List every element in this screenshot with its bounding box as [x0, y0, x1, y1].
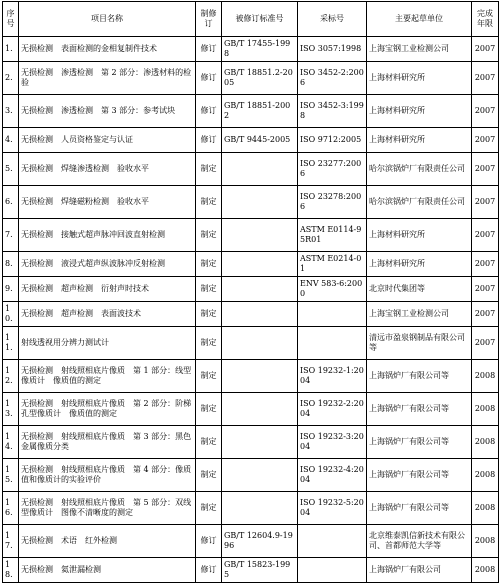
cell-name: 无损检测 超声检测 表面波技术	[19, 302, 196, 327]
cell-name: 无损检测 氦泄漏检测	[19, 558, 196, 583]
cell-no: 15.	[3, 459, 19, 492]
cell-replaced	[222, 327, 298, 360]
cell-adopted	[298, 525, 367, 558]
cell-replaced	[222, 492, 298, 525]
cell-unit: 北京维泰凯信新技术有限公司、首都师范大学等	[367, 525, 472, 558]
cell-no: 11.	[3, 327, 19, 360]
cell-type: 制定	[196, 393, 222, 426]
cell-type: 制定	[196, 426, 222, 459]
header-adopted: 采标号	[298, 2, 367, 37]
cell-year: 2007	[472, 95, 499, 128]
cell-year: 2007	[472, 302, 499, 327]
cell-type: 制定	[196, 302, 222, 327]
cell-replaced: GB/T 18851-2002	[222, 95, 298, 128]
table-row	[3, 186, 499, 219]
cell-type: 制定	[196, 492, 222, 525]
table-row	[3, 558, 499, 583]
cell-type: 修订	[196, 37, 222, 62]
cell-type: 制定	[196, 277, 222, 302]
cell-year: 2007	[472, 252, 499, 277]
header-type: 制修订	[196, 2, 222, 37]
table-row	[3, 95, 499, 128]
cell-no: 4.	[3, 128, 19, 153]
table-row	[3, 327, 499, 360]
cell-adopted: ISO 23278:2006	[298, 186, 367, 219]
table-row	[3, 302, 499, 327]
cell-type: 制定	[196, 327, 222, 360]
cell-unit: 清远市盈泉钢制品有限公司等	[367, 327, 472, 360]
cell-type: 制定	[196, 219, 222, 252]
cell-name: 无损检测 超声检测 衍射声时技术	[19, 277, 196, 302]
table-row	[3, 252, 499, 277]
table-row	[3, 426, 499, 459]
cell-name: 无损检测 焊缝渗透检测 验收水平	[19, 153, 196, 186]
cell-adopted: ISO 19232-3:2004	[298, 426, 367, 459]
cell-year: 2008	[472, 459, 499, 492]
cell-type: 制定	[196, 252, 222, 277]
cell-year: 2007	[472, 37, 499, 62]
cell-unit: 北京时代集团等	[367, 277, 472, 302]
cell-no: 3.	[3, 95, 19, 128]
cell-type: 制定	[196, 186, 222, 219]
cell-name: 无损检测 渗透检测 第 3 部分：参考试块	[19, 95, 196, 128]
cell-replaced	[222, 426, 298, 459]
table-row	[3, 219, 499, 252]
table-row	[3, 277, 499, 302]
cell-no: 16.	[3, 492, 19, 525]
cell-name: 无损检测 射线照相底片像质 第 5 部分：双线型像质计 图像不清晰度的测定	[19, 492, 196, 525]
cell-unit: 上海锅炉厂有限公司等	[367, 393, 472, 426]
cell-type: 制定	[196, 360, 222, 393]
cell-adopted	[298, 558, 367, 583]
cell-adopted	[298, 302, 367, 327]
header-unit: 主要起草单位	[367, 2, 472, 37]
cell-adopted: ISO 19232-2:2004	[298, 393, 367, 426]
cell-no: 5.	[3, 153, 19, 186]
header-replaced: 被修订标准号	[222, 2, 298, 37]
table-row	[3, 62, 499, 95]
cell-year: 2008	[472, 393, 499, 426]
header-year: 完成年限	[472, 2, 499, 37]
cell-replaced	[222, 252, 298, 277]
table-row	[3, 492, 499, 525]
cell-name: 无损检测 表面检测的金相复制件技术	[19, 37, 196, 62]
cell-year: 2007	[472, 219, 499, 252]
cell-year: 2008	[472, 525, 499, 558]
cell-replaced	[222, 459, 298, 492]
cell-unit: 哈尔滨锅炉厂有限责任公司	[367, 153, 472, 186]
cell-no: 17.	[3, 525, 19, 558]
cell-adopted: ASTM E0214-01	[298, 252, 367, 277]
header-no: 序号	[3, 2, 19, 37]
cell-adopted: ENV 583-6:2000	[298, 277, 367, 302]
header-name: 项目名称	[19, 2, 196, 37]
cell-unit: 上海材料研究所	[367, 95, 472, 128]
cell-replaced	[222, 153, 298, 186]
cell-adopted: ISO 3057:1998	[298, 37, 367, 62]
cell-name: 无损检测 液浸式超声纵波脉冲反射检测	[19, 252, 196, 277]
cell-name: 无损检测 射线照相底片像质 第 3 部分：黑色金属像质分类	[19, 426, 196, 459]
cell-year: 2007	[472, 277, 499, 302]
cell-type: 修订	[196, 558, 222, 583]
cell-year: 2008	[472, 426, 499, 459]
cell-replaced	[222, 277, 298, 302]
cell-type: 修订	[196, 128, 222, 153]
cell-name: 无损检测 术语 红外检测	[19, 525, 196, 558]
cell-type: 制定	[196, 153, 222, 186]
cell-adopted: ASTM E0114-95R01	[298, 219, 367, 252]
cell-name: 无损检测 人员资格鉴定与认证	[19, 128, 196, 153]
table-header-row	[3, 2, 499, 37]
cell-no: 8.	[3, 252, 19, 277]
cell-unit: 上海锅炉厂有限公司等	[367, 360, 472, 393]
cell-replaced	[222, 302, 298, 327]
cell-name: 无损检测 射线照相底片像质 第 1 部分：线型像质计 像质值的测定	[19, 360, 196, 393]
cell-no: 14.	[3, 426, 19, 459]
cell-replaced	[222, 186, 298, 219]
cell-type: 修订	[196, 62, 222, 95]
cell-unit: 上海锅炉厂有限公司等	[367, 426, 472, 459]
cell-adopted: ISO 19232-5:2004	[298, 492, 367, 525]
cell-replaced	[222, 219, 298, 252]
cell-replaced: GB/T 17455-1998	[222, 37, 298, 62]
cell-adopted: ISO 3452-2:2006	[298, 62, 367, 95]
cell-unit: 哈尔滨锅炉厂有限责任公司	[367, 186, 472, 219]
cell-adopted	[298, 327, 367, 360]
cell-no: 10.	[3, 302, 19, 327]
cell-adopted: ISO 19232-1:2004	[298, 360, 367, 393]
cell-no: 1.	[3, 37, 19, 62]
cell-no: 9.	[3, 277, 19, 302]
cell-type: 修订	[196, 525, 222, 558]
cell-year: 2007	[472, 62, 499, 95]
table-row	[3, 37, 499, 62]
table-row	[3, 525, 499, 558]
table-row	[3, 459, 499, 492]
cell-name: 无损检测 射线照相底片像质 第 4 部分：像质值和像质计的实验评价	[19, 459, 196, 492]
cell-replaced	[222, 360, 298, 393]
cell-year: 2008	[472, 492, 499, 525]
cell-unit: 上海材料研究所	[367, 252, 472, 277]
cell-year: 2007	[472, 186, 499, 219]
cell-unit: 上海材料研究所	[367, 128, 472, 153]
cell-no: 18.	[3, 558, 19, 583]
cell-type: 修订	[196, 95, 222, 128]
cell-replaced: GB/T 12604.9-1996	[222, 525, 298, 558]
cell-no: 7.	[3, 219, 19, 252]
cell-replaced: GB/T 15823-1995	[222, 558, 298, 583]
cell-replaced: GB/T 9445-2005	[222, 128, 298, 153]
cell-name: 无损检测 射线照相底片像质 第 2 部分：阶梯孔型像质计 像质值的测定	[19, 393, 196, 426]
cell-adopted: ISO 19232-4:2004	[298, 459, 367, 492]
cell-no: 6.	[3, 186, 19, 219]
cell-unit: 上海材料研究所	[367, 62, 472, 95]
cell-type: 制定	[196, 459, 222, 492]
cell-year: 2007	[472, 128, 499, 153]
cell-name: 无损检测 焊缝磁粉检测 验收水平	[19, 186, 196, 219]
cell-unit: 上海锅炉厂有限公司等	[367, 459, 472, 492]
cell-replaced	[222, 393, 298, 426]
cell-name: 射线透视用分辨力测试计	[19, 327, 196, 360]
cell-unit: 上海锅炉厂有限公司	[367, 558, 472, 583]
cell-adopted: ISO 9712:2005	[298, 128, 367, 153]
table-row	[3, 393, 499, 426]
cell-no: 2.	[3, 62, 19, 95]
table-row	[3, 128, 499, 153]
cell-adopted: ISO 23277:2006	[298, 153, 367, 186]
cell-year: 2007	[472, 327, 499, 360]
cell-no: 13.	[3, 393, 19, 426]
cell-year: 2008	[472, 558, 499, 583]
cell-name: 无损检测 接触式超声脉冲回波直射检测	[19, 219, 196, 252]
cell-unit: 上海锅炉厂有限公司等	[367, 492, 472, 525]
cell-year: 2008	[472, 360, 499, 393]
cell-unit: 上海宝钢工业检测公司	[367, 37, 472, 62]
cell-replaced: GB/T 18851.2-2005	[222, 62, 298, 95]
cell-year: 2007	[472, 153, 499, 186]
cell-unit: 上海材料研究所	[367, 219, 472, 252]
table-row	[3, 153, 499, 186]
cell-adopted: ISO 3452-3:1998	[298, 95, 367, 128]
table-row	[3, 360, 499, 393]
cell-no: 12.	[3, 360, 19, 393]
cell-unit: 上海宝钢工业检测公司	[367, 302, 472, 327]
standards-table	[2, 1, 499, 583]
cell-name: 无损检测 渗透检测 第 2 部分：渗透材料的检验	[19, 62, 196, 95]
